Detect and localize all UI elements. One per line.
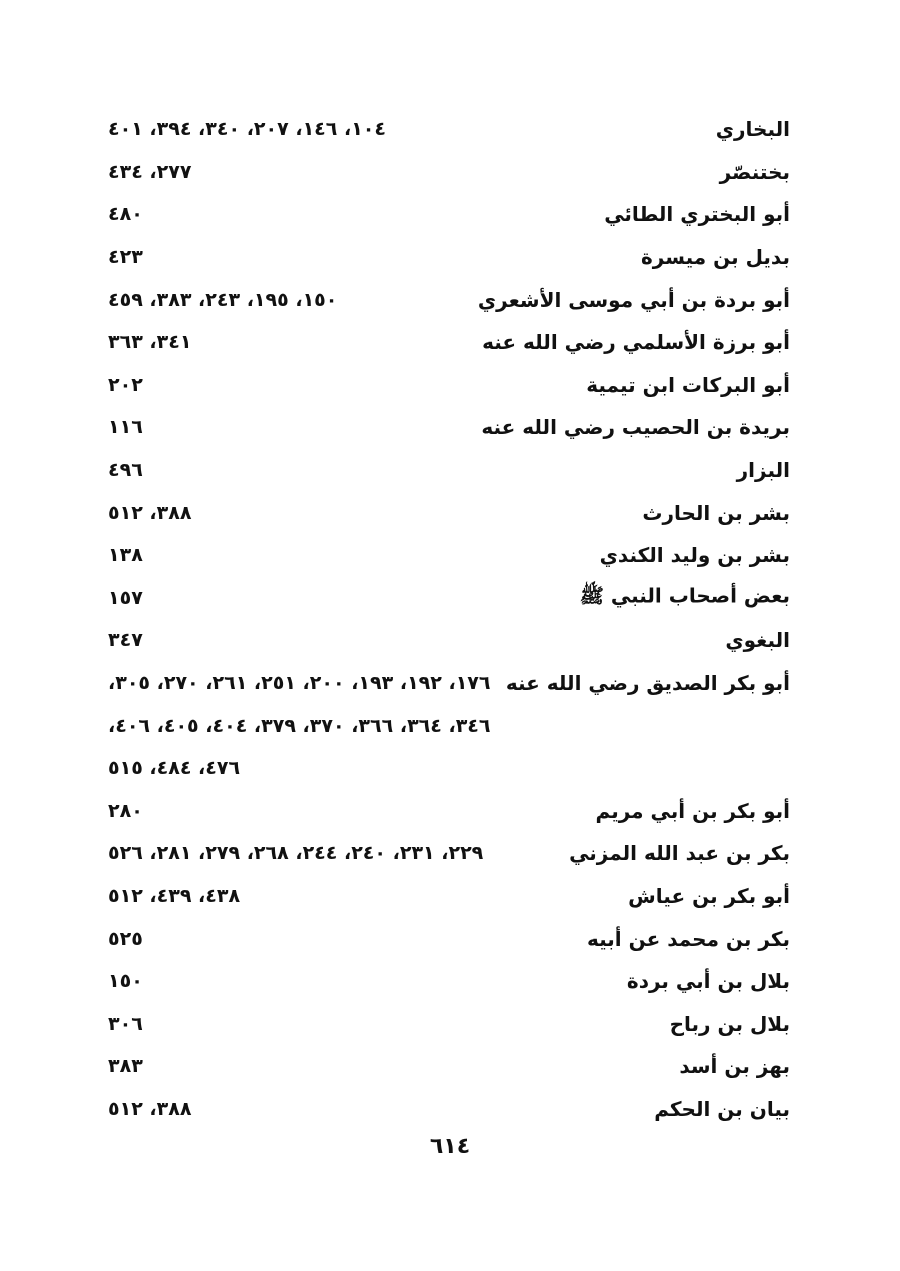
index-entry <box>108 619 790 662</box>
entry-name: أبو البركات ابن تيمية <box>586 372 790 397</box>
index-entry-continuation-row <box>108 704 790 747</box>
entry-page-refs: ١٥٠ <box>108 970 143 993</box>
entry-page-refs: ٥٢٥ <box>108 927 143 950</box>
index-entry-row <box>108 193 790 236</box>
entry-name: البزار <box>736 458 790 483</box>
index-entry <box>108 321 790 364</box>
index-entry <box>108 364 790 407</box>
entry-page-refs: ٢٠٢ <box>108 373 143 396</box>
index-entry-row <box>108 278 790 321</box>
entry-page-refs: ٣٤١، ٣٦٣ <box>108 331 192 354</box>
entry-page-refs: ١٥٠، ١٩٥، ٢٤٣، ٣٨٣، ٤٥٩ <box>108 288 338 311</box>
index-entry <box>108 491 790 534</box>
index-entry <box>108 875 790 918</box>
index-entry-row <box>108 236 790 279</box>
index-entry <box>108 832 790 875</box>
index-entry-continuation-row <box>108 747 790 790</box>
entry-name: بشر بن وليد الكندي <box>599 543 790 568</box>
entry-page-refs: ٢٨٠ <box>108 799 143 822</box>
entry-page-refs: ٣٤٧ <box>108 629 143 652</box>
entry-name: أبو بكر بن أبي مريم <box>595 798 790 823</box>
index-entry-row <box>108 1088 790 1131</box>
entry-name: بشر بن الحارث <box>642 500 790 525</box>
entry-page-refs: ٢٧٧، ٤٣٤ <box>108 160 192 183</box>
entry-page-refs: ٣٨٨، ٥١٢ <box>108 1097 192 1120</box>
entry-name: أبو بكر بن عياش <box>628 883 790 908</box>
index-entry <box>108 1045 790 1088</box>
entry-name: بلال بن رباح <box>669 1011 790 1036</box>
index-entry-row <box>108 662 790 705</box>
index-entry-row <box>108 108 790 151</box>
entry-name: أبو البختري الطائي <box>604 202 790 227</box>
entry-name: بعض أصحاب النبي ﷺ <box>579 583 790 608</box>
index-entry <box>108 193 790 236</box>
index-entry <box>108 534 790 577</box>
entry-name: بكر بن عبد الله المزني <box>569 841 790 866</box>
entry-name: بريدة بن الحصيب رضي الله عنه <box>481 415 790 440</box>
entry-page-refs: ١١٦ <box>108 416 143 439</box>
index-entry <box>108 1088 790 1131</box>
entry-name: البغوي <box>725 628 790 653</box>
entry-page-refs: ١٣٨ <box>108 544 143 567</box>
entry-page-refs: ٣٠٦ <box>108 1012 143 1035</box>
entry-name: بيان بن الحكم <box>654 1096 790 1121</box>
index-entry <box>108 917 790 960</box>
index-entry <box>108 278 790 321</box>
entry-page-refs: ٣٤٦، ٣٦٤، ٣٦٦، ٣٧٠، ٣٧٩، ٤٠٤، ٤٠٥، ٤٠٦، <box>108 714 491 737</box>
index-entry-row <box>108 619 790 662</box>
index-entry-row <box>108 917 790 960</box>
entry-page-refs: ٣٨٣ <box>108 1055 143 1078</box>
index-entry-row <box>108 151 790 194</box>
index-entry-row <box>108 406 790 449</box>
index-entry-row <box>108 832 790 875</box>
index-entry <box>108 108 790 151</box>
index-entry-row <box>108 534 790 577</box>
entry-page-refs: ٤٨٠ <box>108 203 143 226</box>
index-entry <box>108 449 790 492</box>
index-entry-row <box>108 449 790 492</box>
index-entry <box>108 662 790 790</box>
entry-page-refs: ٣٨٨، ٥١٢ <box>108 501 192 524</box>
entry-page-refs: ٤٣٨، ٤٣٩، ٥١٢ <box>108 884 241 907</box>
index-entry-row <box>108 364 790 407</box>
index-entry <box>108 1002 790 1045</box>
entry-name: بلال بن أبي بردة <box>626 969 790 994</box>
index-entry-row <box>108 491 790 534</box>
index-entry <box>108 790 790 833</box>
index-entry-row <box>108 875 790 918</box>
entry-name: أبو بردة بن أبي موسى الأشعري <box>477 287 790 312</box>
entry-page-refs: ٤٢٣ <box>108 246 143 269</box>
index-entry <box>108 406 790 449</box>
page-number: ٦١٤ <box>429 1134 471 1159</box>
entry-name: بهز بن أسد <box>679 1054 790 1079</box>
index-entry-row <box>108 321 790 364</box>
index-entry-row <box>108 1045 790 1088</box>
index-entry <box>108 151 790 194</box>
entry-page-refs: ٢٢٩، ٢٣١، ٢٤٠، ٢٤٤، ٢٦٨، ٢٧٩، ٢٨١، ٥٢٦ <box>108 842 484 865</box>
names-index-list <box>108 108 790 1130</box>
index-entry <box>108 577 790 620</box>
entry-name: بديل بن ميسرة <box>640 245 790 270</box>
entry-page-refs: ٤٩٦ <box>108 459 143 482</box>
entry-name: أبو بكر الصديق رضي الله عنه <box>505 671 790 696</box>
entry-name: بكر بن محمد عن أبيه <box>586 926 790 951</box>
entry-page-refs: ١٥٧ <box>108 586 143 609</box>
entry-name: البخاري <box>715 117 790 142</box>
index-entry <box>108 236 790 279</box>
index-entry <box>108 960 790 1003</box>
entry-page-refs: ١٠٤، ١٤٦، ٢٠٧، ٣٤٠، ٣٩٤، ٤٠١ <box>108 118 386 141</box>
index-entry-row <box>108 1002 790 1045</box>
index-entry-row <box>108 577 790 620</box>
index-entry-row <box>108 960 790 1003</box>
entry-name: أبو برزة الأسلمي رضي الله عنه <box>482 330 790 355</box>
index-entry-row <box>108 790 790 833</box>
entry-page-refs: ١٧٦، ١٩٢، ١٩٣، ٢٠٠، ٢٥١، ٢٦١، ٢٧٠، ٣٠٥، <box>108 672 491 695</box>
entry-name: بختنصّر <box>719 159 790 184</box>
entry-page-refs: ٤٧٦، ٤٨٤، ٥١٥ <box>108 757 241 780</box>
